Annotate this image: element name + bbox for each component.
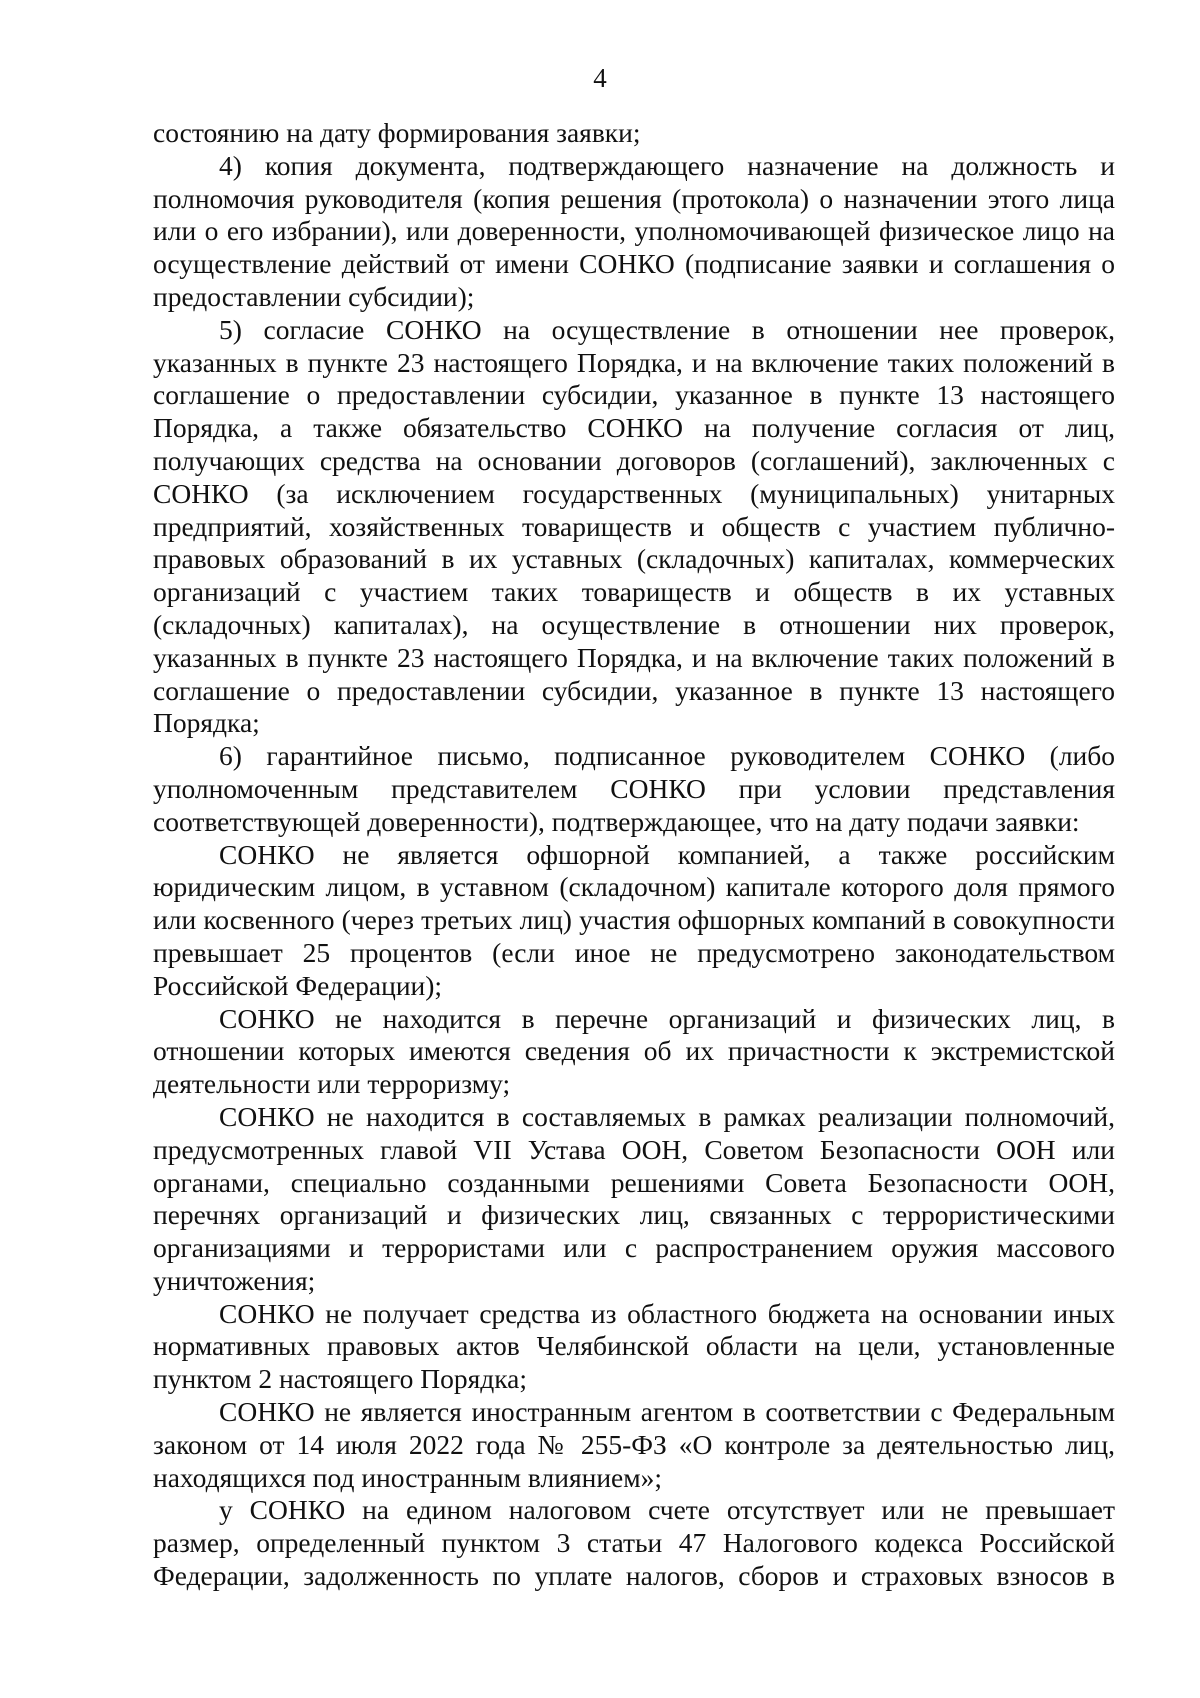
paragraph-item-5: 5) согласие СОНКО на осуществление в отношении нее проверок, указанных в пункте 23 настоящего Порядка, и на включение таких положений в соглашение о предоставлении субсидии, указанное в пункте 13 настоящего Порядка, а также обязательство СОНКО на получение согласия от лиц, получающих средства на основании договоров (соглашений), заключенных с СОНКО (за исключением государственных (муниципальных) унитарных предприятий, хозяйственных товариществ и обществ с участием публично-правовых образований в их уставных (складочных) капиталах, коммерческих организаций с участием таких товариществ и обществ в их уставных (складочных) капиталах), на осуществление в отношении них проверок, указанных в пункте 23 настоящего Порядка, и на включение таких положений в соглашение о предоставлении субсидии, указанное в пункте 13 настоящего Порядка; [153,313,1115,739]
paragraph-foreign-agent: СОНКО не является иностранным агентом в соответствии с Федеральным законом от 14 июля 2022 года № 255-ФЗ «О контроле за деятельностью лиц, находящихся под иностранным влиянием»; [153,1396,1115,1493]
paragraph-continuation: состоянию на дату формирования заявки; [153,117,641,148]
paragraph-item-4: 4) копия документа, подтверждающего назначение на должность и полномочия руководителя (копия решения (протокола) о назначении этого лица или о его избрании), или доверенности, уполномочивающей физическое лицо на осуществление действий от имени СОНКО (подписание заявки и соглашения о предоставлении субсидии); [153,149,1115,312]
paragraph-extremism: СОНКО не находится в перечне организаций и физических лиц, в отношении которых имеются сведения об их причастности к экстремистской деятельности или терроризму; [153,1002,1115,1100]
paragraph-offshore: СОНКО не является офшорной компанией, а также российским юридическим лицом, в уставном (складочном) капитале которого доля прямого или косвенного (через третьих лиц) участия офшорных компаний в совокупности превышает 25 процентов (если иное не предусмотрено законодательством Российской Федерации); [153,838,1115,1001]
paragraph-tax-debt: у СОНКО на едином налоговом счете отсутствует или не превышает размер, определенный пунктом 3 статьи 47 Налогового кодекса Российской Федерации, задолженность по уплате налогов, сборов и страховых взносов в [153,1494,1115,1592]
page-number: 4 [593,63,607,93]
paragraph-item-6: 6) гарантийное письмо, подписанное руководителем СОНКО (либо уполномоченным представителем СОНКО при условии представления соответствующей доверенности), подтверждающее, что на дату подачи заявки: [153,740,1115,837]
paragraph-budget: СОНКО не получает средства из областного бюджета на основании иных нормативных правовых актов Челябинской области на цели, установленные пунктом 2 настоящего Порядка; [153,1297,1115,1395]
paragraph-un-lists: СОНКО не находится в составляемых в рамках реализации полномочий, предусмотренных главой VII Устава ООН, Советом Безопасности ООН или органами, специально созданными решениями Совета Безопасности ООН, перечнях организаций и физических лиц, связанных с террористическими организациями и террористами или с распространением оружия массового уничтожения; [153,1100,1115,1296]
document-body [153,117,1115,1593]
